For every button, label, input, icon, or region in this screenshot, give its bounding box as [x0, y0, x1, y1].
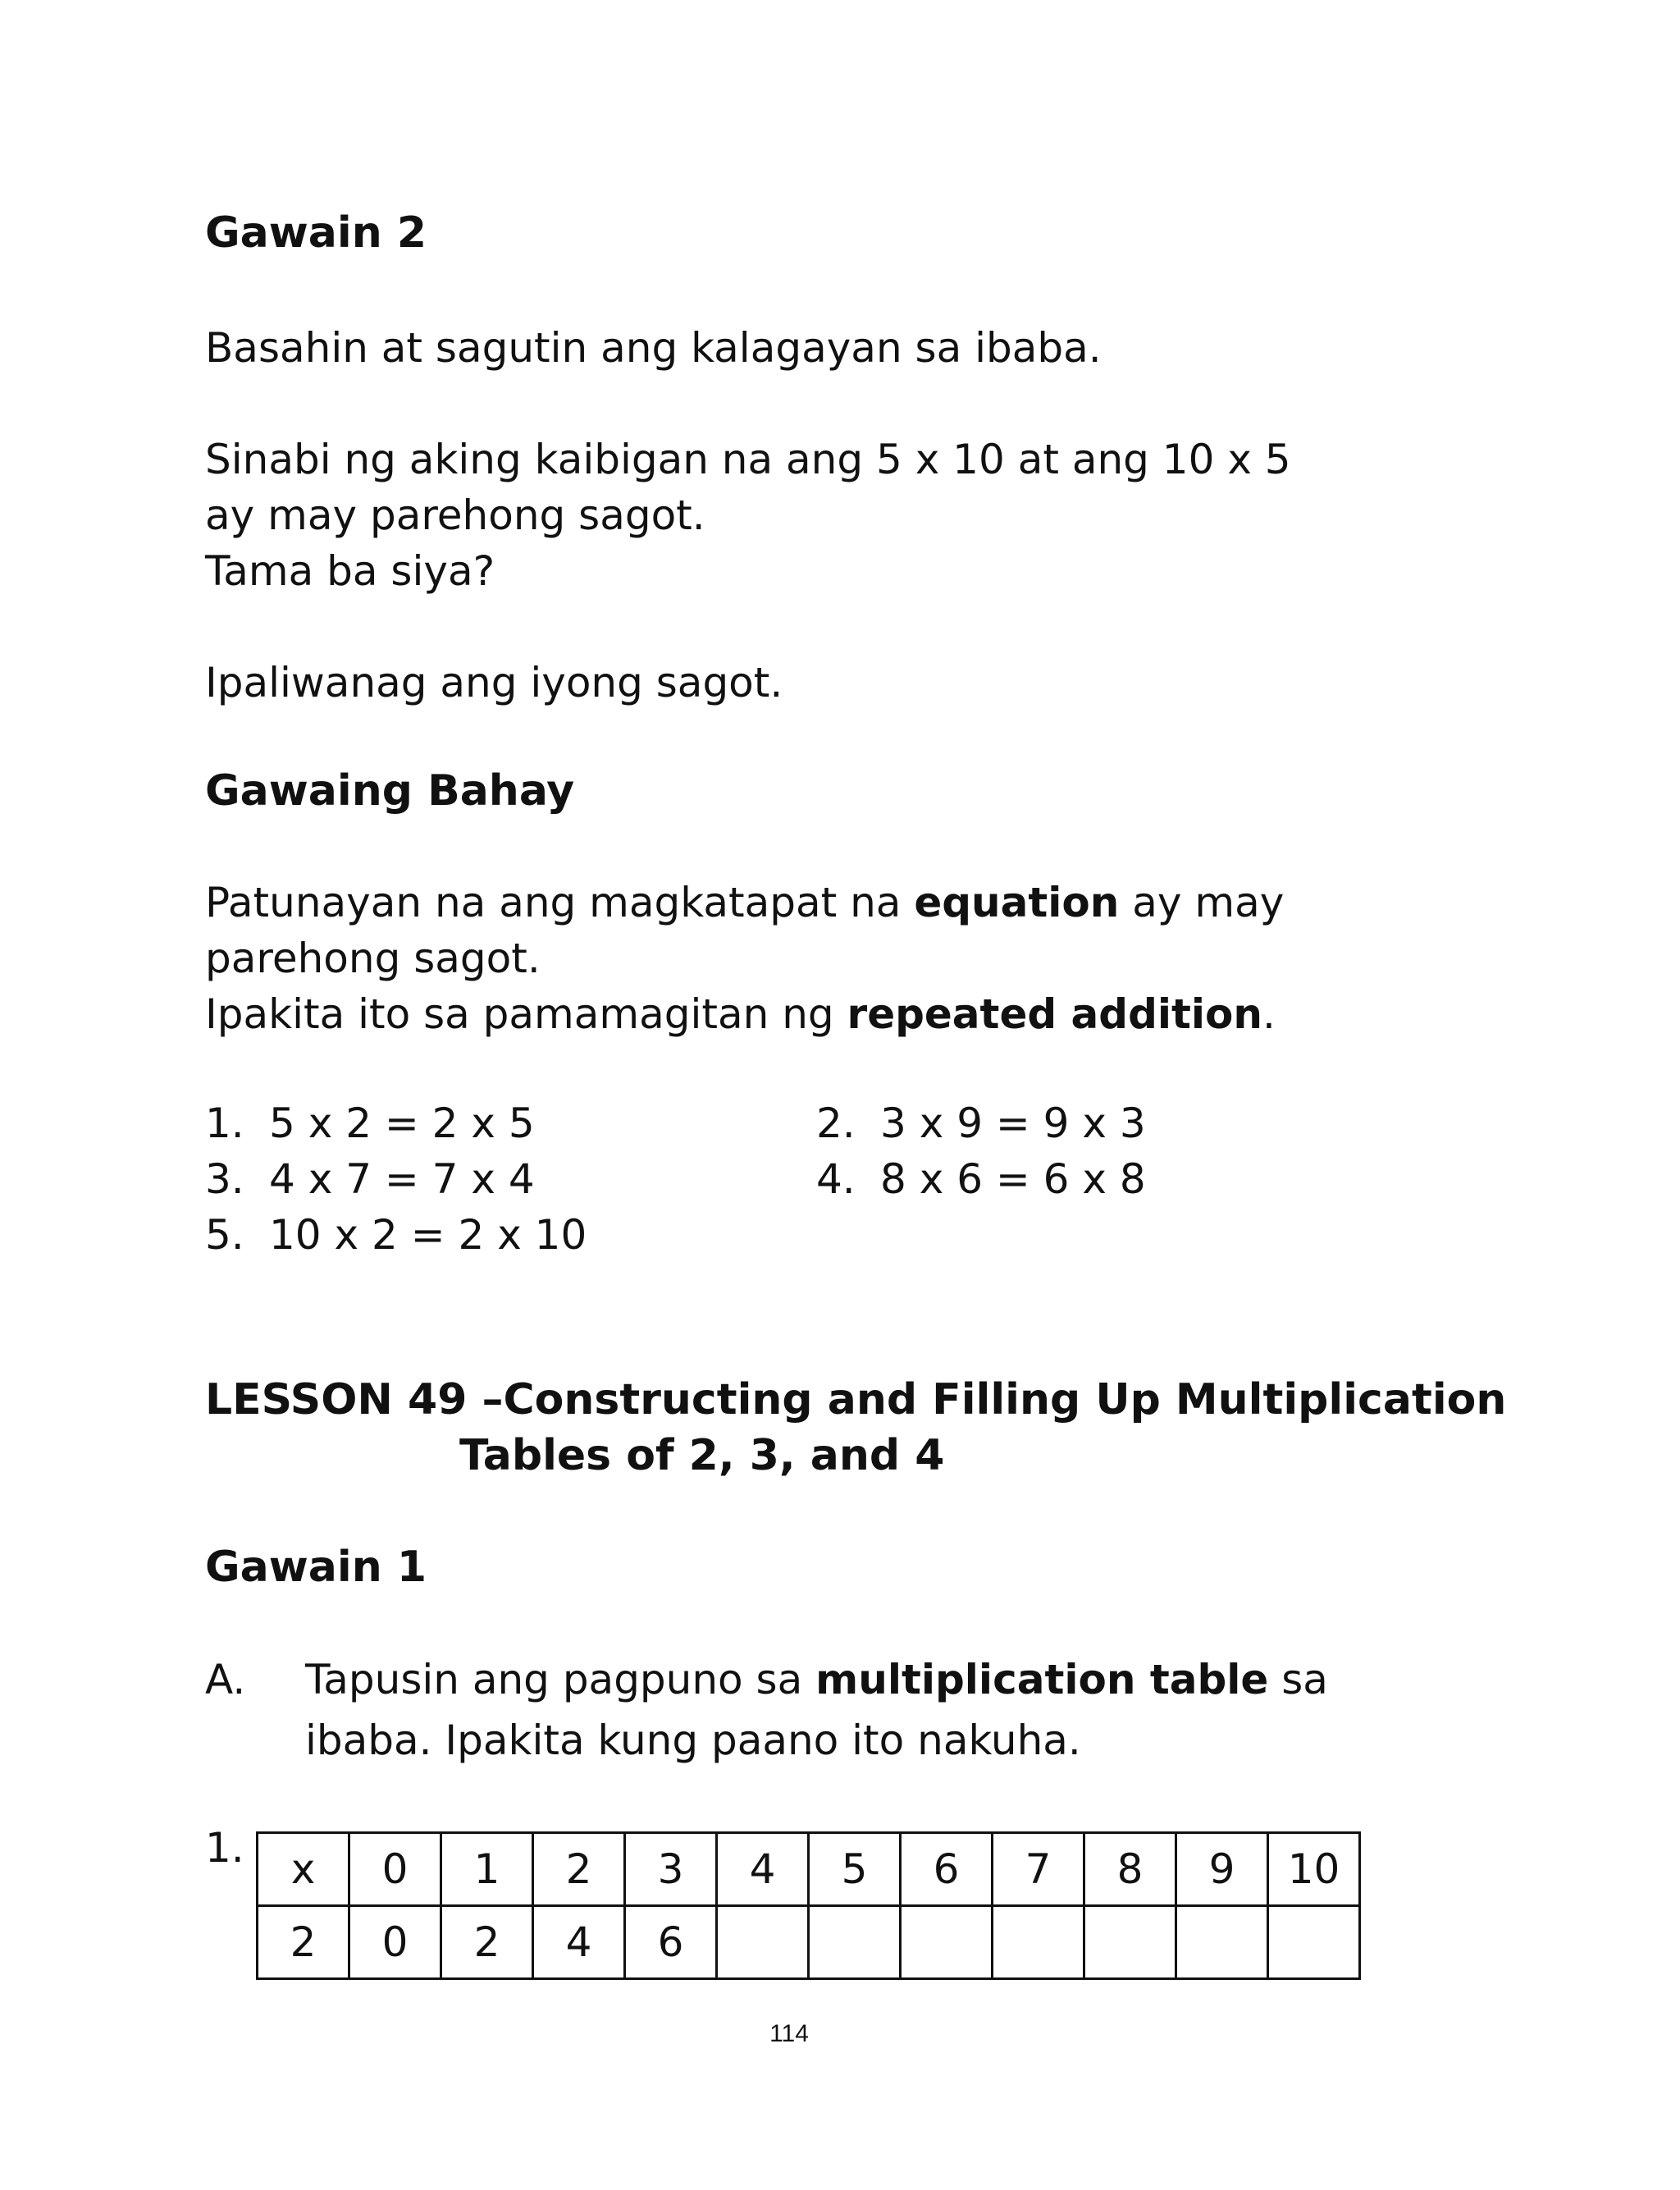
equation-item — [816, 1151, 1146, 1207]
equation-number: 3. — [205, 1155, 244, 1203]
multiplication-table — [256, 1831, 1361, 1980]
gawain2-situation-line2: ay may parehong sagot. — [205, 491, 705, 539]
gawaing-bahay-line2: parehong sagot. — [205, 935, 541, 982]
equation-number: 4. — [816, 1155, 856, 1203]
table-row — [258, 1906, 1360, 1979]
table-cell: 3 — [625, 1833, 717, 1906]
gawaing-bahay-line3 — [205, 986, 1276, 1042]
table-cell: 8 — [1084, 1833, 1176, 1906]
lesson-title-line1: LESSON 49 –Constructing and Filling Up Multiplication — [205, 1375, 1507, 1424]
equation-item — [816, 1095, 1146, 1151]
table-cell: 9 — [1176, 1833, 1268, 1906]
table-cell-blank[interactable] — [717, 1906, 809, 1979]
gawaing-bahay-line1-bold: equation — [914, 879, 1120, 926]
gawaing-bahay-line1 — [205, 875, 1284, 930]
table-cell: 7 — [993, 1833, 1084, 1906]
table-cell: 4 — [717, 1833, 809, 1906]
lesson-title — [205, 1372, 1506, 1484]
gawain1-heading: Gawain 1 — [205, 1543, 427, 1592]
table-cell-blank[interactable] — [1176, 1906, 1268, 1979]
table-cell: 1 — [441, 1833, 533, 1906]
table-cell: 0 — [349, 1906, 441, 1979]
table-cell: 5 — [809, 1833, 901, 1906]
item-line1 — [305, 1649, 1328, 1710]
gawaing-bahay-line3-pre: Ipakita ito sa pamamagitan ng — [205, 990, 847, 1038]
gawaing-bahay-line3-post: . — [1262, 990, 1276, 1038]
lesson-title-line2: Tables of 2, 3, and 4 — [459, 1431, 945, 1480]
gawaing-bahay-heading: Gawaing Bahay — [205, 766, 575, 816]
gawaing-bahay-line3-bold: repeated addition — [847, 990, 1263, 1038]
equation-text: 10 x 2 = 2 x 10 — [269, 1211, 587, 1259]
table-header-row — [258, 1833, 1360, 1906]
equation-number: 2. — [816, 1100, 856, 1147]
gawaing-bahay-line1-post: ay may — [1119, 879, 1285, 926]
equation-text: 4 x 7 = 7 x 4 — [269, 1155, 535, 1203]
gawain2-situation-line1: Sinabi ng aking kaibigan na ang 5 x 10 at ang 10 x 5 — [205, 436, 1291, 483]
equation-item — [205, 1207, 587, 1263]
equation-text: 5 x 2 = 2 x 5 — [269, 1100, 535, 1147]
table-cell: 4 — [533, 1906, 625, 1979]
item-line1-bold: multiplication table — [815, 1656, 1269, 1703]
equation-text: 3 x 9 = 9 x 3 — [880, 1100, 1146, 1147]
item-text — [305, 1649, 1328, 1771]
equation-text: 8 x 6 = 6 x 8 — [880, 1155, 1146, 1203]
table-cell: 0 — [349, 1833, 441, 1906]
item-line1-post: sa — [1268, 1656, 1328, 1703]
equation-number: 1. — [205, 1100, 244, 1147]
table-cell: 10 — [1268, 1833, 1360, 1906]
table-cell: x — [258, 1833, 349, 1906]
equation-item — [205, 1151, 535, 1207]
item-line1-pre: Tapusin ang pagpuno sa — [305, 1656, 816, 1703]
gawaing-bahay-line1-pre: Patunayan na ang magkatapat na — [205, 879, 915, 926]
item-line2: ibaba. Ipakita kung paano ito nakuha. — [305, 1717, 1081, 1764]
equation-item — [205, 1095, 535, 1151]
table-cell-blank[interactable] — [1084, 1906, 1176, 1979]
page-number: 114 — [769, 2020, 809, 2047]
gawain2-heading: Gawain 2 — [205, 208, 427, 258]
table-cell-blank[interactable] — [993, 1906, 1084, 1979]
table-cell: 2 — [533, 1833, 625, 1906]
table-cell-blank[interactable] — [809, 1906, 901, 1979]
item-label: A. — [205, 1656, 246, 1703]
table-cell: 6 — [901, 1833, 993, 1906]
gawain2-explain: Ipaliwanag ang iyong sagot. — [205, 659, 783, 706]
table-number: 1. — [205, 1824, 244, 1872]
gawain2-question: Tama ba siya? — [205, 547, 495, 595]
table-cell: 2 — [258, 1906, 349, 1979]
table-cell-blank[interactable] — [901, 1906, 993, 1979]
table-cell-blank[interactable] — [1268, 1906, 1360, 1979]
gawain2-instruction: Basahin at sagutin ang kalagayan sa ibaba. — [205, 324, 1102, 372]
equation-number: 5. — [205, 1211, 244, 1259]
table-cell: 2 — [441, 1906, 533, 1979]
table-cell: 6 — [625, 1906, 717, 1979]
